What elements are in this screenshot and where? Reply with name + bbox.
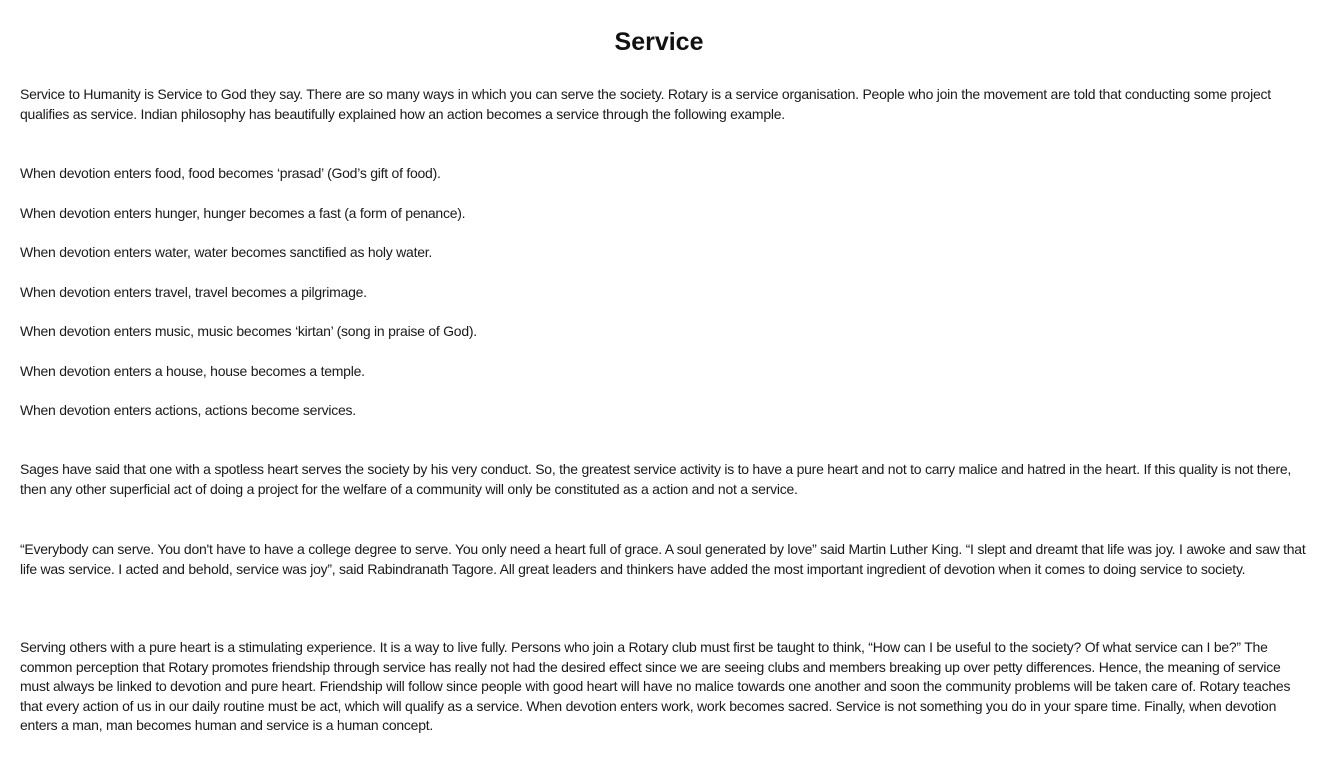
quotes-paragraph: “Everybody can serve. You don't have to have a college degree to serve. You only need a heart full of grace. A soul generated by love” said Martin Luther King. “I slept and dreamt that life was joy. I awoke and saw that life was service. I acted and behold, service was joy”, said Rabindranath Tagore. All great leaders and thinkers have added the most important ingredient of devotion when it comes to doing service to society. [20, 541, 1306, 577]
devotion-line-water: When devotion enters water, water becomes sanctified as holy water. [20, 244, 433, 260]
sages-paragraph: Sages have said that one with a spotless heart serves the society by his very conduct. So, the greatest service activity is to have a pure heart and not to carry malice and hatred in the heart. If this quality is not there, then any other superficial act of doing a project for the welfare of a community will only be constituted as a action and not a service. [20, 461, 1292, 497]
devotion-line-music: When devotion enters music, music becomes ‘kirtan’ (song in praise of God). [20, 323, 477, 339]
devotion-line-food: When devotion enters food, food becomes ‘prasad’ (God’s gift of food). [20, 165, 441, 181]
devotion-line-house: When devotion enters a house, house becomes a temple. [20, 363, 365, 379]
devotion-line-travel: When devotion enters travel, travel becomes a pilgrimage. [20, 284, 367, 300]
devotion-line-hunger: When devotion enters hunger, hunger becomes a fast (a form of penance). [20, 205, 466, 221]
devotion-line-actions: When devotion enters actions, actions become services. [20, 402, 356, 418]
intro-paragraph: Service to Humanity is Service to God they say. There are so many ways in which you can serve the society. Rotary is a service organisation. People who join the movement are told that conducting some project qualifies as service. Indian philosophy has beautifully explained how an action becomes a service through the following example. [20, 86, 1271, 122]
serving-paragraph: Serving others with a pure heart is a stimulating experience. It is a way to live fully. Persons who join a Rotary club must first be taught to think, “How can I be useful to the society? Of what service can I be?” The common perception that Rotary promotes friendship through service has really not had the desired effect since we are seeing clubs and members breaking up over petty differences. Hence, the meaning of service must always be linked to devotion and pure heart. Friendship will follow since people with good heart will have no malice towards one another and soon the community problems will be taken care of. Rotary teaches that every action of us in our daily routine must be act, which will qualify as a service. When devotion enters work, work becomes sacred. Service is not something you do in your spare time. Finally, when devotion enters a man, man becomes human and service is a human concept. [20, 639, 1291, 734]
page-title: Service [614, 28, 704, 56]
